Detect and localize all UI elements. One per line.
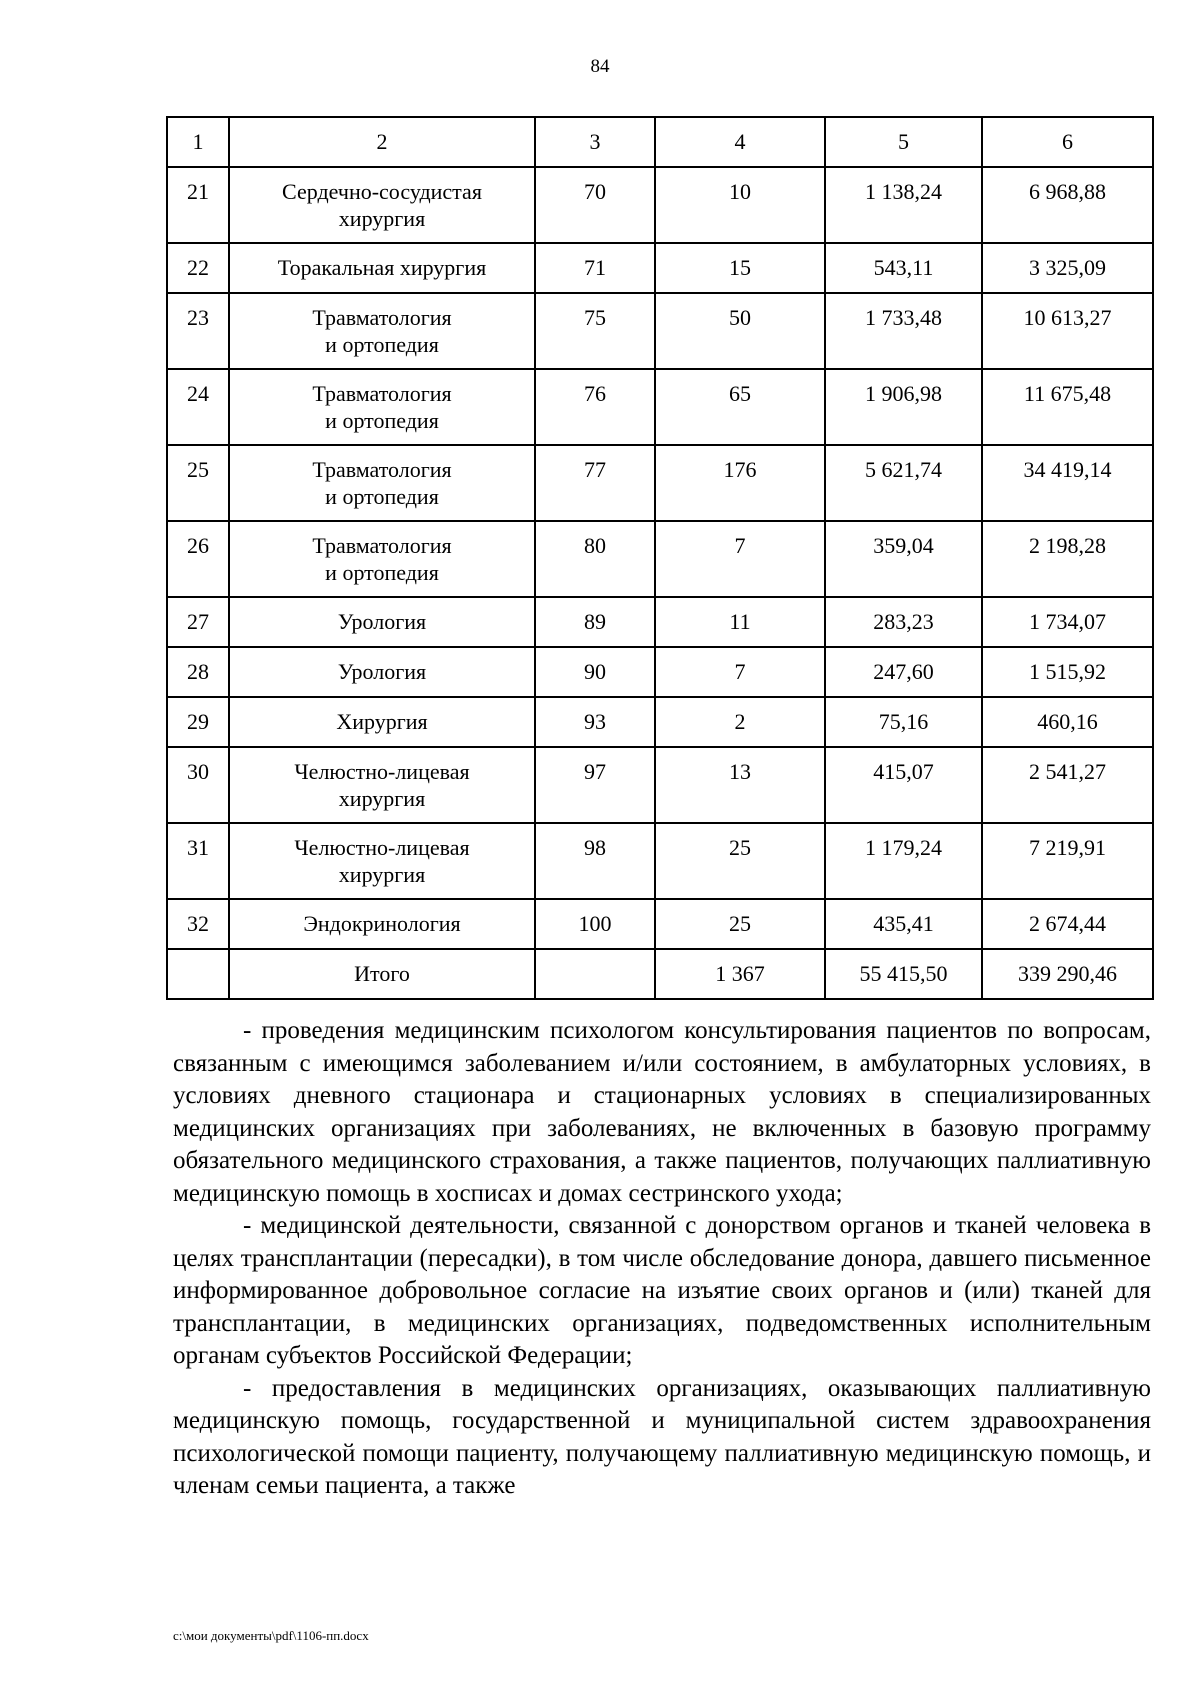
body-paragraph: - медицинской деятельности, связанной с донорством органов и тканей человека в целях трансплантации (пересадки), в том числе обследование донора, давшего письменное информированное добровольное согласие на изъятие своих органов и (или) тканей для трансплантации, в медицинских организациях, подведомственных исполнительным органам субъектов Российской Федерации; <box>173 1212 1151 1369</box>
specialty-name-line: хирургия <box>338 862 426 887</box>
col5-cell: 283,23 <box>825 597 982 647</box>
table-row <box>167 243 1153 293</box>
total-n-cell <box>167 949 229 999</box>
col6-cell: 2 541,27 <box>982 747 1153 823</box>
specialty-name-line: хирургия <box>338 786 426 811</box>
specialty-name-cell <box>229 647 535 697</box>
specialty-name-line: Травматология <box>312 305 452 330</box>
col5-cell: 5 621,74 <box>825 445 982 521</box>
row-number-cell: 25 <box>167 445 229 521</box>
table-header-cell: 2 <box>229 117 535 167</box>
col5-cell: 415,07 <box>825 747 982 823</box>
col6-cell: 3 325,09 <box>982 243 1153 293</box>
col4-cell: 13 <box>655 747 825 823</box>
col3-cell: 80 <box>535 521 655 597</box>
col5-cell: 359,04 <box>825 521 982 597</box>
specialty-name-cell <box>229 521 535 597</box>
table-header-cell: 6 <box>982 117 1153 167</box>
col3-cell: 77 <box>535 445 655 521</box>
specialty-name-cell <box>229 823 535 899</box>
table-header-cell: 5 <box>825 117 982 167</box>
col4-cell: 176 <box>655 445 825 521</box>
total-c3-cell <box>535 949 655 999</box>
col3-cell: 70 <box>535 167 655 243</box>
specialty-name-cell <box>229 243 535 293</box>
table-row <box>167 823 1153 899</box>
col3-cell: 75 <box>535 293 655 369</box>
col6-cell: 10 613,27 <box>982 293 1153 369</box>
table-row <box>167 697 1153 747</box>
specialty-name-cell <box>229 747 535 823</box>
body-paragraph: - предоставления в медицинских организациях, оказывающих паллиативную медицинскую помощь, государственной и муниципальной систем здравоохранения психологической помощи пациенту, получающему паллиативную медицинскую помощь, и членам семьи пациента, а также <box>173 1374 1151 1499</box>
page-number: 84 <box>590 56 610 77</box>
col5-cell: 247,60 <box>825 647 982 697</box>
row-number-cell: 30 <box>167 747 229 823</box>
row-number-cell: 31 <box>167 823 229 899</box>
body-text <box>173 1015 1151 1503</box>
row-number-cell: 27 <box>167 597 229 647</box>
col6-cell: 6 968,88 <box>982 167 1153 243</box>
table-header-row <box>167 117 1153 167</box>
col5-cell: 1 179,24 <box>825 823 982 899</box>
row-number-cell: 23 <box>167 293 229 369</box>
col5-cell: 543,11 <box>825 243 982 293</box>
specialty-name-line: Эндокринология <box>303 911 461 936</box>
table-row <box>167 647 1153 697</box>
table-body <box>167 167 1153 999</box>
specialty-name-line: Травматология <box>312 457 452 482</box>
col3-cell: 76 <box>535 369 655 445</box>
specialty-name-line: и ортопедия <box>325 408 439 433</box>
col5-cell: 1 138,24 <box>825 167 982 243</box>
col3-cell: 93 <box>535 697 655 747</box>
specialty-name-line: Челюстно-лицевая <box>294 835 470 860</box>
total-c6-cell: 339 290,46 <box>982 949 1153 999</box>
table-header-cell: 1 <box>167 117 229 167</box>
col5-cell: 1 733,48 <box>825 293 982 369</box>
specialty-name-cell <box>229 293 535 369</box>
col6-cell: 2 674,44 <box>982 899 1153 949</box>
specialty-name-cell <box>229 167 535 243</box>
specialty-name-cell <box>229 445 535 521</box>
col3-cell: 97 <box>535 747 655 823</box>
col3-cell: 90 <box>535 647 655 697</box>
specialty-name-cell <box>229 597 535 647</box>
specialty-name-cell <box>229 697 535 747</box>
col6-cell: 1 515,92 <box>982 647 1153 697</box>
specialty-name-line: Торакальная хирургия <box>277 255 487 280</box>
row-number-cell: 32 <box>167 899 229 949</box>
row-number-cell: 29 <box>167 697 229 747</box>
col6-cell: 1 734,07 <box>982 597 1153 647</box>
col6-cell: 11 675,48 <box>982 369 1153 445</box>
row-number-cell: 22 <box>167 243 229 293</box>
col4-cell: 50 <box>655 293 825 369</box>
table-row <box>167 747 1153 823</box>
table-row <box>167 445 1153 521</box>
footer-file-path: c:\мои документы\pdf\1106-пп.docx <box>173 1628 369 1643</box>
body-paragraph: - проведения медицинским психологом консультирования пациентов по вопросам, связанным с имеющимся заболеванием и/или состоянием, в амбулаторных условиях, в условиях дневного стационара и стационарных условиях в специализированных медицинских организациях при заболеваниях, не включенных в базовую программу обязательного медицинского страхования, а также пациентов, получающих паллиативную медицинскую помощь в хосписах и домах сестринского ухода; <box>173 1017 1151 1207</box>
col4-cell: 10 <box>655 167 825 243</box>
row-number-cell: 28 <box>167 647 229 697</box>
col3-cell: 100 <box>535 899 655 949</box>
col6-cell: 460,16 <box>982 697 1153 747</box>
col4-cell: 25 <box>655 823 825 899</box>
specialty-name-line: Урология <box>337 609 427 634</box>
col6-cell: 2 198,28 <box>982 521 1153 597</box>
specialty-name-line: хирургия <box>338 206 426 231</box>
specialty-name-line: и ортопедия <box>325 332 439 357</box>
table-total-row <box>167 949 1153 999</box>
table-row <box>167 293 1153 369</box>
col3-cell: 71 <box>535 243 655 293</box>
col5-cell: 1 906,98 <box>825 369 982 445</box>
col4-cell: 7 <box>655 647 825 697</box>
col5-cell: 75,16 <box>825 697 982 747</box>
budget-table <box>166 116 1154 1000</box>
table-row <box>167 899 1153 949</box>
row-number-cell: 26 <box>167 521 229 597</box>
specialty-name-line: Травматология <box>312 381 452 406</box>
table-row <box>167 167 1153 243</box>
col4-cell: 15 <box>655 243 825 293</box>
total-c4-cell: 1 367 <box>655 949 825 999</box>
table-row <box>167 369 1153 445</box>
col6-cell: 7 219,91 <box>982 823 1153 899</box>
col4-cell: 11 <box>655 597 825 647</box>
specialty-name-line: Травматология <box>312 533 452 558</box>
col5-cell: 435,41 <box>825 899 982 949</box>
col3-cell: 98 <box>535 823 655 899</box>
specialty-name-line: Челюстно-лицевая <box>294 759 470 784</box>
specialty-name-line: Хирургия <box>336 709 428 734</box>
col4-cell: 65 <box>655 369 825 445</box>
col6-cell: 34 419,14 <box>982 445 1153 521</box>
specialty-name-line: Урология <box>337 659 427 684</box>
table-header-cell: 3 <box>535 117 655 167</box>
table-row <box>167 597 1153 647</box>
specialty-name-line: и ортопедия <box>325 484 439 509</box>
col4-cell: 25 <box>655 899 825 949</box>
col4-cell: 7 <box>655 521 825 597</box>
specialty-name-cell <box>229 369 535 445</box>
row-number-cell: 24 <box>167 369 229 445</box>
total-name-cell: Итого <box>229 949 535 999</box>
col3-cell: 89 <box>535 597 655 647</box>
specialty-name-line: Сердечно-сосудистая <box>282 179 482 204</box>
total-c5-cell: 55 415,50 <box>825 949 982 999</box>
table-header-cell: 4 <box>655 117 825 167</box>
specialty-name-cell <box>229 899 535 949</box>
table-row <box>167 521 1153 597</box>
row-number-cell: 21 <box>167 167 229 243</box>
specialty-name-line: и ортопедия <box>325 560 439 585</box>
col4-cell: 2 <box>655 697 825 747</box>
